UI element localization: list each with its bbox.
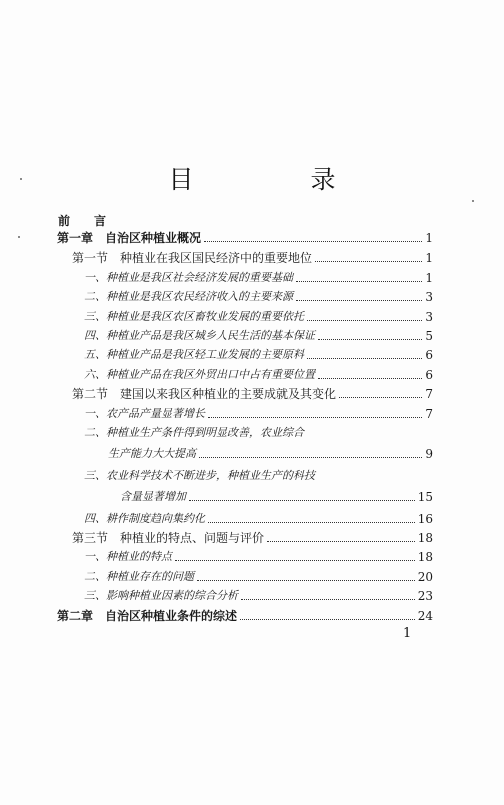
toc-leader-dots	[318, 378, 422, 379]
toc-leader-dots	[241, 599, 415, 600]
toc-entry-item[interactable]	[120, 488, 433, 506]
preface-heading: 前 言	[58, 214, 113, 228]
toc-page-number: 3	[425, 309, 433, 324]
toc-entry-label: 三、影响种植业因素的综合分析	[84, 589, 238, 603]
toc-page-number: 1	[425, 251, 433, 266]
toc-entry-item[interactable]	[84, 269, 433, 287]
toc-leader-dots	[189, 500, 415, 501]
toc-entry-label: 六、种植业产品在我区外贸出口中占有重要位置	[84, 367, 315, 381]
toc-entry-label: 第三节 种植业的特点、问题与评价	[72, 531, 265, 545]
scan-speck	[472, 200, 474, 202]
toc-entry-item[interactable]	[84, 308, 433, 326]
toc-entry-label: 生产能力大大提高	[108, 447, 196, 461]
toc-entry-item[interactable]	[84, 366, 433, 384]
toc-leader-dots	[296, 281, 422, 282]
toc-leader-dots	[267, 541, 415, 542]
toc-entry-label: 第二章 自治区种植业条件的综述	[57, 608, 238, 623]
toc-entry-label: 二、种植业是我区农民经济收入的主要来源	[84, 290, 293, 304]
toc-leader-dots	[318, 339, 422, 340]
toc-leader-dots	[197, 580, 415, 581]
toc-entry-item[interactable]	[84, 346, 433, 364]
scan-speck	[18, 236, 20, 238]
toc-entry-label: 一、种植业的特点	[84, 550, 172, 564]
toc-page-number: 6	[425, 348, 433, 363]
toc-entry-label: 四、耕作制度趋向集约化	[84, 511, 205, 525]
toc-page-number: 20	[417, 569, 433, 584]
toc-page-number: 24	[417, 608, 433, 623]
toc-entry-section[interactable]	[72, 529, 433, 547]
toc-entry-item[interactable]	[84, 548, 433, 566]
scan-speck	[20, 178, 22, 180]
toc-entry-section[interactable]	[72, 249, 433, 267]
toc-page-number: 1	[425, 231, 433, 245]
toc-leader-dots	[307, 320, 422, 321]
toc-leader-dots	[307, 358, 422, 359]
toc-entry-item[interactable]	[84, 327, 433, 345]
toc-leader-dots	[296, 300, 422, 301]
toc-page-number: 16	[417, 511, 433, 526]
toc-leader-dots	[199, 457, 422, 458]
toc-entry-item[interactable]	[84, 510, 433, 528]
toc-entry-item[interactable]	[84, 587, 433, 605]
page-number: 1	[403, 626, 412, 641]
toc-entry-label: 三、种植业是我区农区畜牧业发展的重要依托	[84, 309, 304, 323]
toc-entry-label: 第一节 种植业在我区国民经济中的重要地位	[72, 251, 313, 266]
toc-leader-dots	[204, 241, 422, 242]
toc-leader-dots	[175, 560, 415, 561]
toc-entry-label: 第二节 建国以来我区种植业的主要成就及其变化	[72, 387, 337, 402]
toc-entry-item[interactable]	[84, 405, 433, 423]
toc-page-number: 1	[425, 270, 433, 285]
toc-entry-label: 二、种植业存在的问题	[84, 569, 194, 583]
toc-page-number: 5	[425, 329, 433, 343]
toc-entry-label: 第一章 自治区种植业概况	[57, 231, 202, 245]
toc-entry-chapter[interactable]	[57, 229, 433, 247]
toc-page-number: 15	[417, 490, 433, 505]
toc-page-number: 18	[417, 550, 433, 565]
toc-leader-dots	[240, 619, 415, 620]
toc-entry-label: 三、农业科学技术不断进步，种植业生产的科技	[84, 468, 315, 482]
toc-page-number: 9	[425, 447, 433, 462]
toc-page-number: 7	[425, 406, 433, 421]
toc-entry-label: 五、种植业产品是我区轻工业发展的主要原料	[84, 348, 304, 362]
toc-entry-label: 二、种植业生产条件得到明显改善，农业综合	[84, 426, 304, 439]
toc-page-number: 18	[417, 531, 433, 545]
toc-leader-dots	[339, 397, 422, 398]
toc-page-number: 23	[417, 589, 433, 604]
toc-page-number: 6	[425, 367, 433, 382]
toc-entry-item[interactable]	[108, 445, 433, 463]
toc-leader-dots	[315, 261, 422, 262]
toc-leader-dots	[208, 417, 422, 418]
page-title: 目 录	[168, 165, 382, 194]
toc-page-number: 3	[425, 290, 433, 305]
toc-entry-label: 四、种植业产品是我区城乡人民生活的基本保证	[84, 329, 315, 342]
toc-entry-chapter[interactable]	[57, 607, 433, 625]
toc-entry-section[interactable]	[72, 385, 433, 403]
toc-entry-item[interactable]	[84, 568, 433, 586]
toc-entry-label: 一、种植业是我区社会经济发展的重要基础	[84, 270, 293, 284]
toc-leader-dots	[208, 522, 415, 523]
toc-entry-label: 含量显著增加	[120, 490, 186, 504]
toc-page-number: 7	[425, 387, 433, 402]
toc-entry-label: 一、农产品产量显著增长	[84, 406, 205, 420]
toc-entry-item[interactable]	[84, 288, 433, 306]
